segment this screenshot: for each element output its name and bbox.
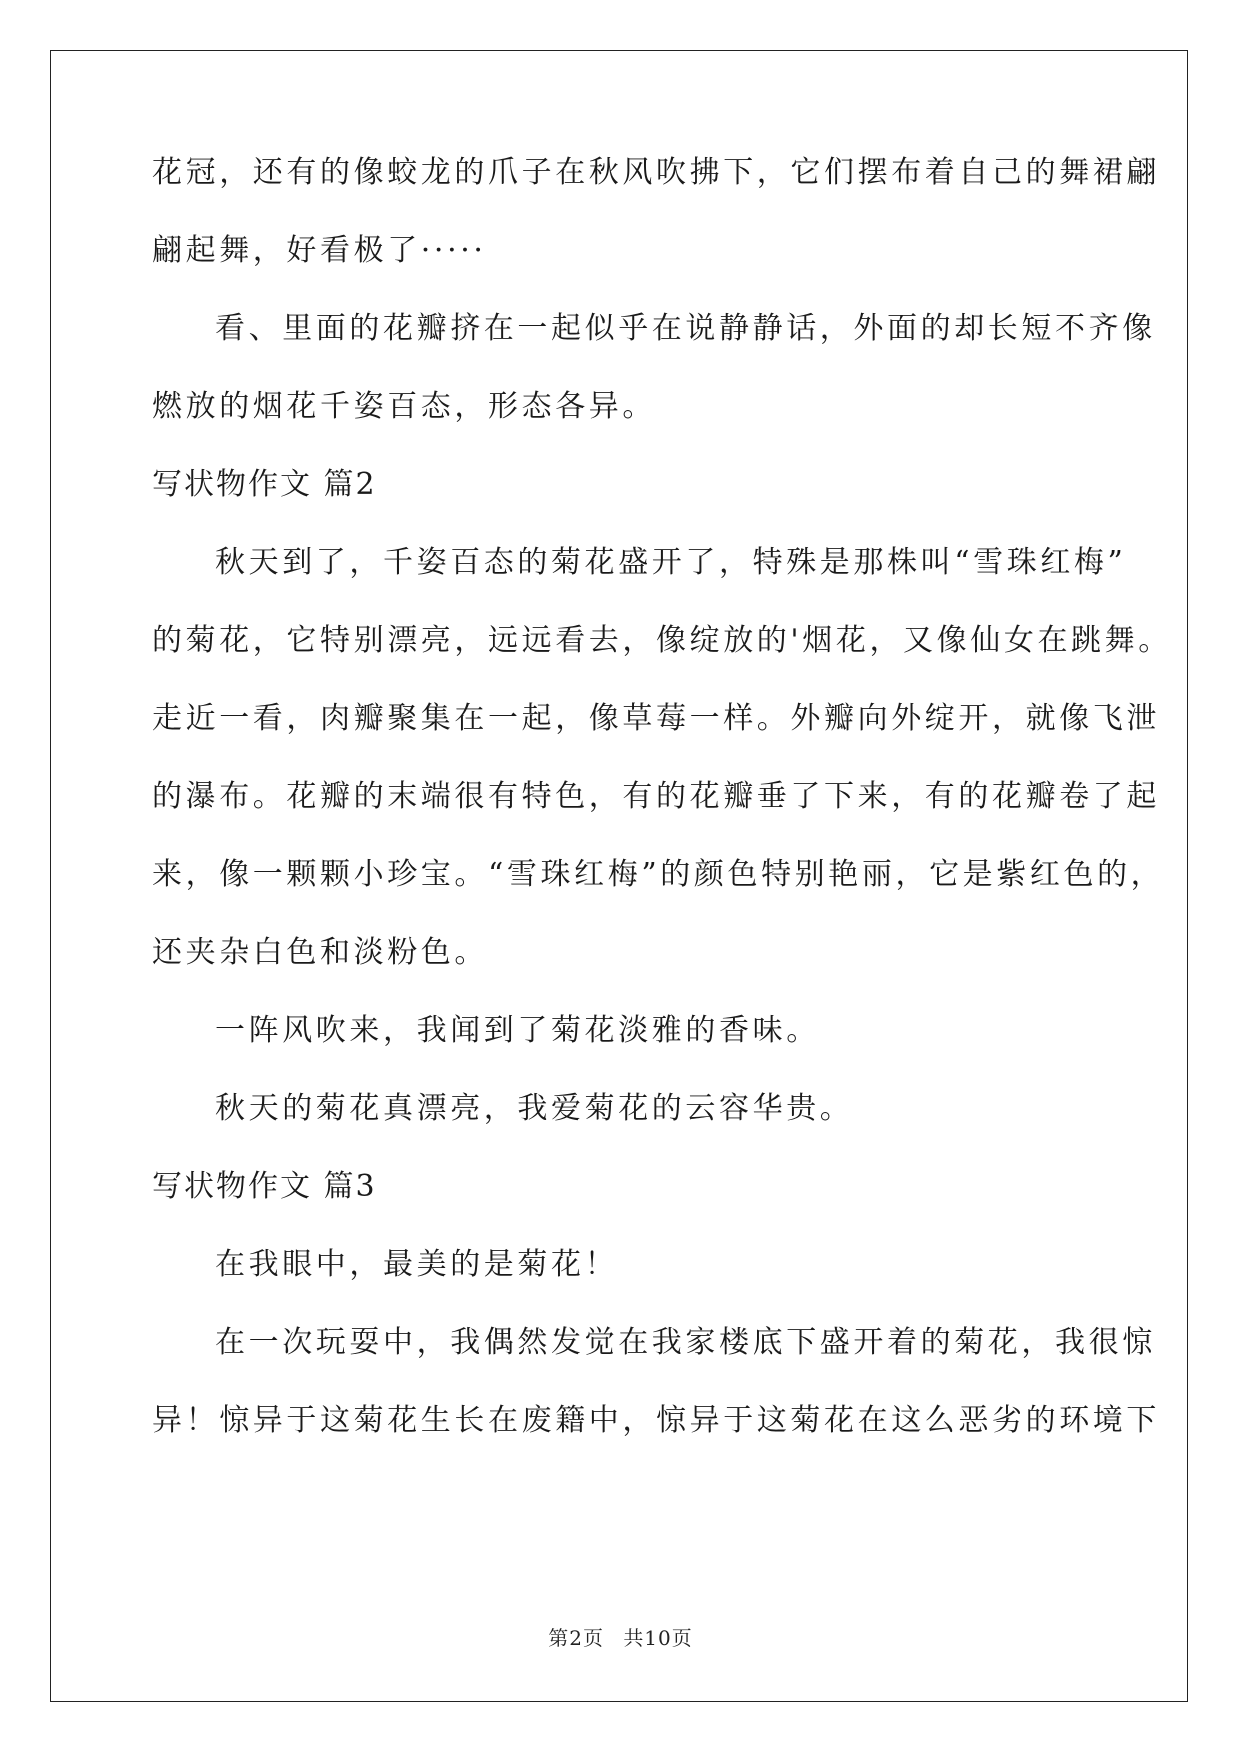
paragraph-start: 在我眼中，最美的是菊花！	[215, 1247, 619, 1282]
page-footer	[0, 1622, 1241, 1651]
text-line: 的瀑布。花瓣的末端很有特色，有的花瓣垂了下来，有的花瓣卷了起	[152, 779, 1160, 814]
section-heading: 写状物作文 篇3	[152, 1169, 377, 1204]
page-total: 共10页	[623, 1626, 693, 1650]
page-number: 第2页	[548, 1626, 604, 1650]
paragraph-start: 秋天到了，千姿百态的菊花盛开了，特殊是那株叫“雪珠红梅”	[215, 545, 1127, 580]
text-line: 的菊花，它特别漂亮，远远看去，像绽放的'烟花，又像仙女在跳舞。	[152, 623, 1172, 658]
paragraph-start: 在一次玩耍中，我偶然发觉在我家楼底下盛开着的菊花，我很惊	[215, 1325, 1156, 1360]
text-line: 翩起舞，好看极了·····	[152, 233, 487, 268]
text-line: 来，像一颗颗小珍宝。“雪珠红梅”的颜色特别艳丽，它是紫红色的，	[152, 857, 1165, 892]
section-heading: 写状物作文 篇2	[152, 467, 377, 502]
text-line: 异！惊异于这菊花生长在废籍中，惊异于这菊花在这么恶劣的环境下	[152, 1403, 1160, 1438]
document-body	[152, 155, 1172, 1484]
paragraph-start: 一阵风吹来，我闻到了菊花淡雅的香味。	[215, 1013, 820, 1048]
text-line: 还夹杂白色和淡粉色。	[152, 935, 488, 970]
paragraph-start: 秋天的菊花真漂亮，我爱菊花的云容华贵。	[215, 1091, 854, 1126]
text-line: 走近一看，肉瓣聚集在一起，像草莓一样。外瓣向外绽开，就像飞泄	[152, 701, 1160, 736]
paragraph-start: 看、里面的花瓣挤在一起似乎在说静静话，外面的却长短不齐像	[215, 311, 1156, 346]
text-line: 燃放的烟花千姿百态，形态各异。	[152, 389, 656, 424]
text-line: 花冠，还有的像蛟龙的爪子在秋风吹拂下，它们摆布着自己的舞裙翩	[152, 155, 1160, 190]
